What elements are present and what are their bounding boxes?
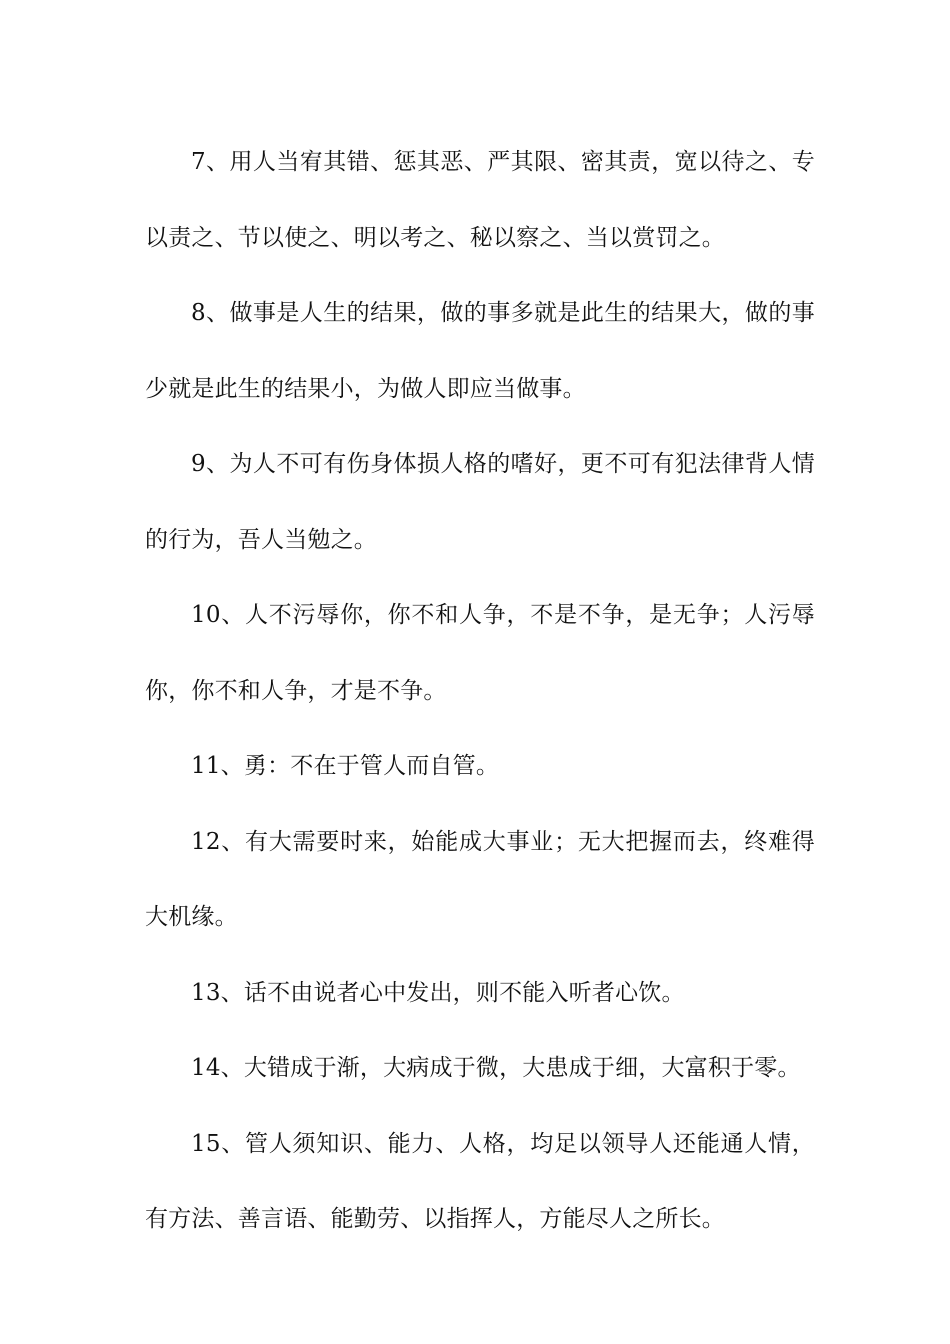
paragraph-12: 12、有大需要时来，始能成大事业；无大把握而去，终难得大机缘。	[145, 828, 815, 930]
paragraph-14: 14、大错成于渐，大病成于微，大患成于细，大富积于零。	[191, 1055, 801, 1081]
paragraph-7: 7、用人当宥其错、惩其恶、严其限、密其责，宽以待之、专以责之、节以使之、明以考之、秘以察之、当以赏罚之。	[145, 149, 815, 251]
paragraph-9: 9、为人不可有伤身体损人格的嗜好，更不可有犯法律背人情的行为，吾人当勉之。	[145, 451, 815, 553]
paragraph-8: 8、做事是人生的结果，做的事多就是此生的结果大，做的事少就是此生的结果小，为做人即应当做事。	[145, 300, 815, 402]
paragraph-11: 11、勇：不在于管人而自管。	[191, 753, 500, 779]
paragraph-13: 13、话不由说者心中发出，则不能入听者心饮。	[191, 979, 685, 1006]
document-body	[145, 125, 815, 1258]
paragraph-15: 15、管人须知识、能力、人格，均足以领导人还能通人情，有方法、善言语、能勤劳、以指挥人，方能尽人之所长。	[145, 1130, 815, 1232]
paragraph-10: 10、人不污辱你，你不和人争，不是不争，是无争；人污辱你，你不和人争，才是不争。	[145, 602, 815, 704]
